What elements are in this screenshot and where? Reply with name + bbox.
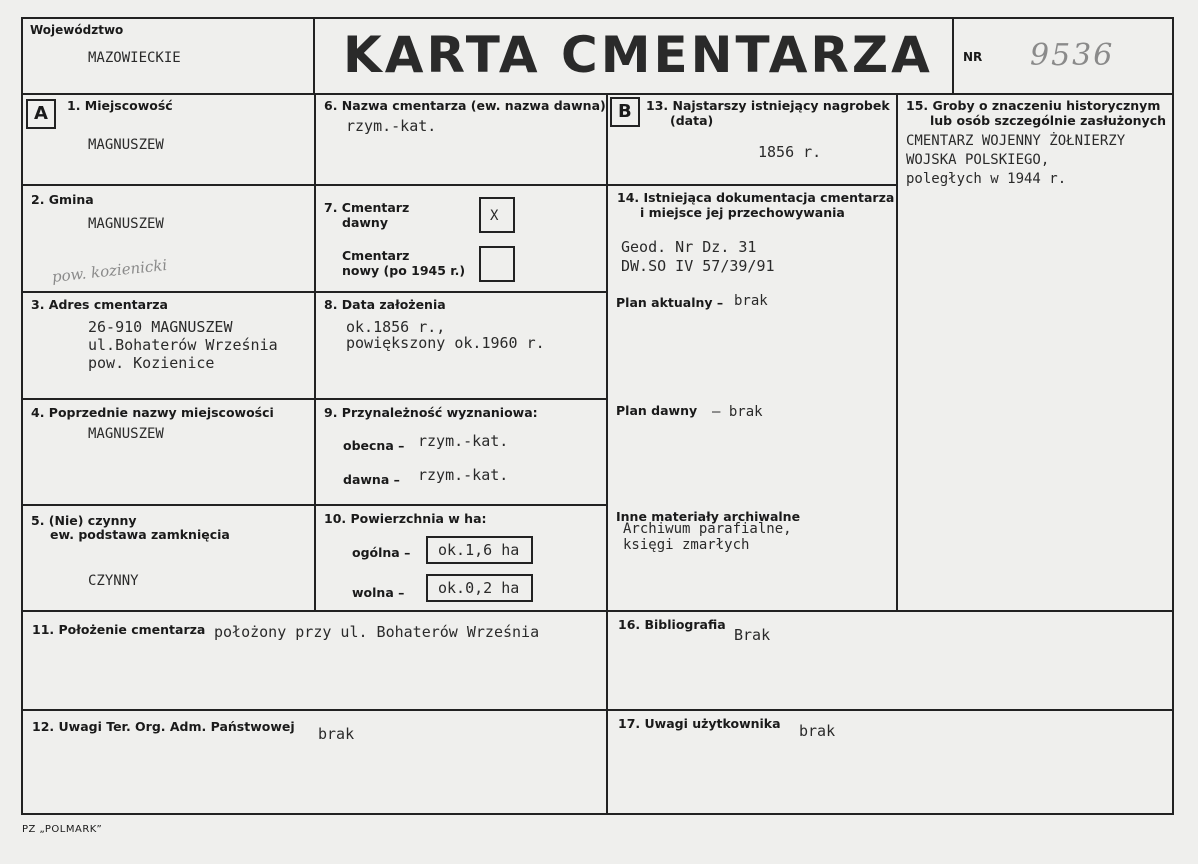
field-9-obecna-value: rzym.-kat.: [418, 432, 509, 450]
new-cemetery-checkbox[interactable]: [479, 246, 515, 282]
grid-row-a4: [21, 504, 608, 506]
field-2-label: 2. Gmina: [31, 192, 94, 207]
field-1-label: 1. Miejscowość: [67, 98, 173, 113]
field-8-line-2: powiększony ok.1960 r.: [346, 334, 545, 352]
field-14-archives-label: Inne materiały archiwalne: [616, 509, 801, 524]
field-3-line-3: pow. Kozienice: [88, 354, 215, 372]
grid-row-a1: [21, 184, 608, 186]
grid-col-1: [314, 93, 316, 611]
number-label: NR: [963, 50, 983, 64]
grid-row-b1: [606, 184, 898, 186]
field-10-ogolna-label: ogólna –: [352, 545, 411, 560]
field-14-label-1: 14. Istniejąca dokumentacja cmentarza: [617, 190, 895, 205]
field-4-label: 4. Poprzednie nazwy miejscowości: [31, 405, 274, 420]
field-9-dawna-label: dawna –: [343, 472, 400, 487]
field-2-value: MAGNUSZEW: [88, 216, 164, 232]
field-13-value: 1856 r.: [758, 143, 822, 161]
field-5-label-1: 5. (Nie) czynny: [31, 513, 137, 528]
field-11-label: 11. Położenie cmentarza: [32, 622, 206, 637]
field-7-nowy-label-2: nowy (po 1945 r.): [342, 263, 466, 278]
field-2-handwritten-note: pow. kozienicki: [51, 255, 168, 286]
field-15-line-1: CMENTARZ WOJENNY ŻOŁNIERZY: [906, 133, 1126, 149]
field-12-value: brak: [318, 725, 355, 743]
field-11-value: położony przy ul. Bohaterów Września: [214, 623, 540, 641]
field-13-label-2: (data): [670, 113, 714, 128]
field-10-wolna-label: wolna –: [352, 585, 405, 600]
grid-row-11-bottom: [21, 709, 1174, 711]
field-14-archives-line-1: Archiwum parafialne,: [623, 521, 792, 537]
header-divider-2: [952, 17, 954, 94]
field-10-ogolna-value: ok.1,6 ha: [438, 541, 520, 559]
grid-row-main-bottom: [21, 610, 1174, 612]
field-1-value: MAGNUSZEW: [88, 137, 164, 153]
field-10-wolna-value: ok.0,2 ha: [438, 579, 520, 597]
field-13-label-1: 13. Najstarszy istniejący nagrobek: [646, 98, 890, 113]
field-14-plan-old-label: Plan dawny: [616, 403, 698, 418]
field-3-line-2: ul.Bohaterów Września: [88, 336, 278, 354]
header-divider-1: [313, 17, 315, 94]
field-14-line-2: DW.SO IV 57/39/91: [621, 257, 775, 275]
field-9-dawna-value: rzym.-kat.: [418, 466, 509, 484]
field-15-label-2: lub osób szczególnie zasłużonych: [930, 113, 1167, 128]
section-b-letter: B: [618, 101, 632, 122]
header-bottom-line: [21, 93, 1174, 95]
field-14-archives-line-2: księgi zmarłych: [623, 537, 750, 553]
card-title: KARTA CMENTARZA: [343, 26, 933, 84]
printer-imprint: PZ „POLMARK”: [22, 824, 103, 835]
grid-col-3: [896, 93, 898, 611]
field-8-label: 8. Data założenia: [324, 297, 446, 312]
field-14-label-2: i miejsce jej przechowywania: [640, 205, 845, 220]
field-6-label: 6. Nazwa cmentarza (ew. nazwa dawna): [324, 98, 606, 113]
grid-col-2: [606, 93, 608, 815]
field-14-plan-current-label: Plan aktualny –: [616, 295, 724, 310]
field-3-label: 3. Adres cmentarza: [31, 297, 168, 312]
record-number-handwritten: 9536: [1030, 38, 1115, 73]
field-5-label-2: ew. podstawa zamknięcia: [50, 527, 230, 542]
field-16-value: Brak: [734, 626, 771, 644]
field-15-line-2: WOJSKA POLSKIEGO,: [906, 152, 1050, 168]
field-3-line-1: 26-910 MAGNUSZEW: [88, 318, 233, 336]
voivodeship-value: MAZOWIECKIE: [88, 50, 181, 66]
field-8-line-1: ok.1856 r.,: [346, 318, 446, 336]
field-12-label: 12. Uwagi Ter. Org. Adm. Państwowej: [32, 719, 295, 734]
field-7-nowy-label-1: Cmentarz: [342, 248, 410, 263]
field-6-value: rzym.-kat.: [346, 117, 437, 135]
grid-row-a2: [21, 291, 608, 293]
section-a-letter: A: [34, 103, 48, 124]
field-7-dawny-label: dawny: [342, 215, 388, 230]
field-14-plan-old-value: – brak: [712, 404, 763, 420]
field-16-label: 16. Bibliografia: [618, 617, 726, 632]
field-9-label: 9. Przynależność wyznaniowa:: [324, 405, 538, 420]
field-15-line-3: poległych w 1944 r.: [906, 171, 1067, 187]
field-10-label: 10. Powierzchnia w ha:: [324, 511, 487, 526]
field-7-label: 7. Cmentarz: [324, 200, 410, 215]
grid-row-a3: [21, 398, 608, 400]
field-15-label-1: 15. Groby o znaczeniu historycznym: [906, 98, 1161, 113]
old-cemetery-check-mark: X: [490, 208, 499, 224]
field-14-plan-current-value: brak: [734, 293, 768, 309]
field-17-value: brak: [799, 722, 836, 740]
voivodeship-label: Województwo: [30, 23, 124, 37]
field-4-value: MAGNUSZEW: [88, 426, 164, 442]
field-5-value: CZYNNY: [88, 573, 139, 589]
field-17-label: 17. Uwagi użytkownika: [618, 716, 781, 731]
field-9-obecna-label: obecna –: [343, 438, 405, 453]
field-14-line-1: Geod. Nr Dz. 31: [621, 238, 757, 256]
